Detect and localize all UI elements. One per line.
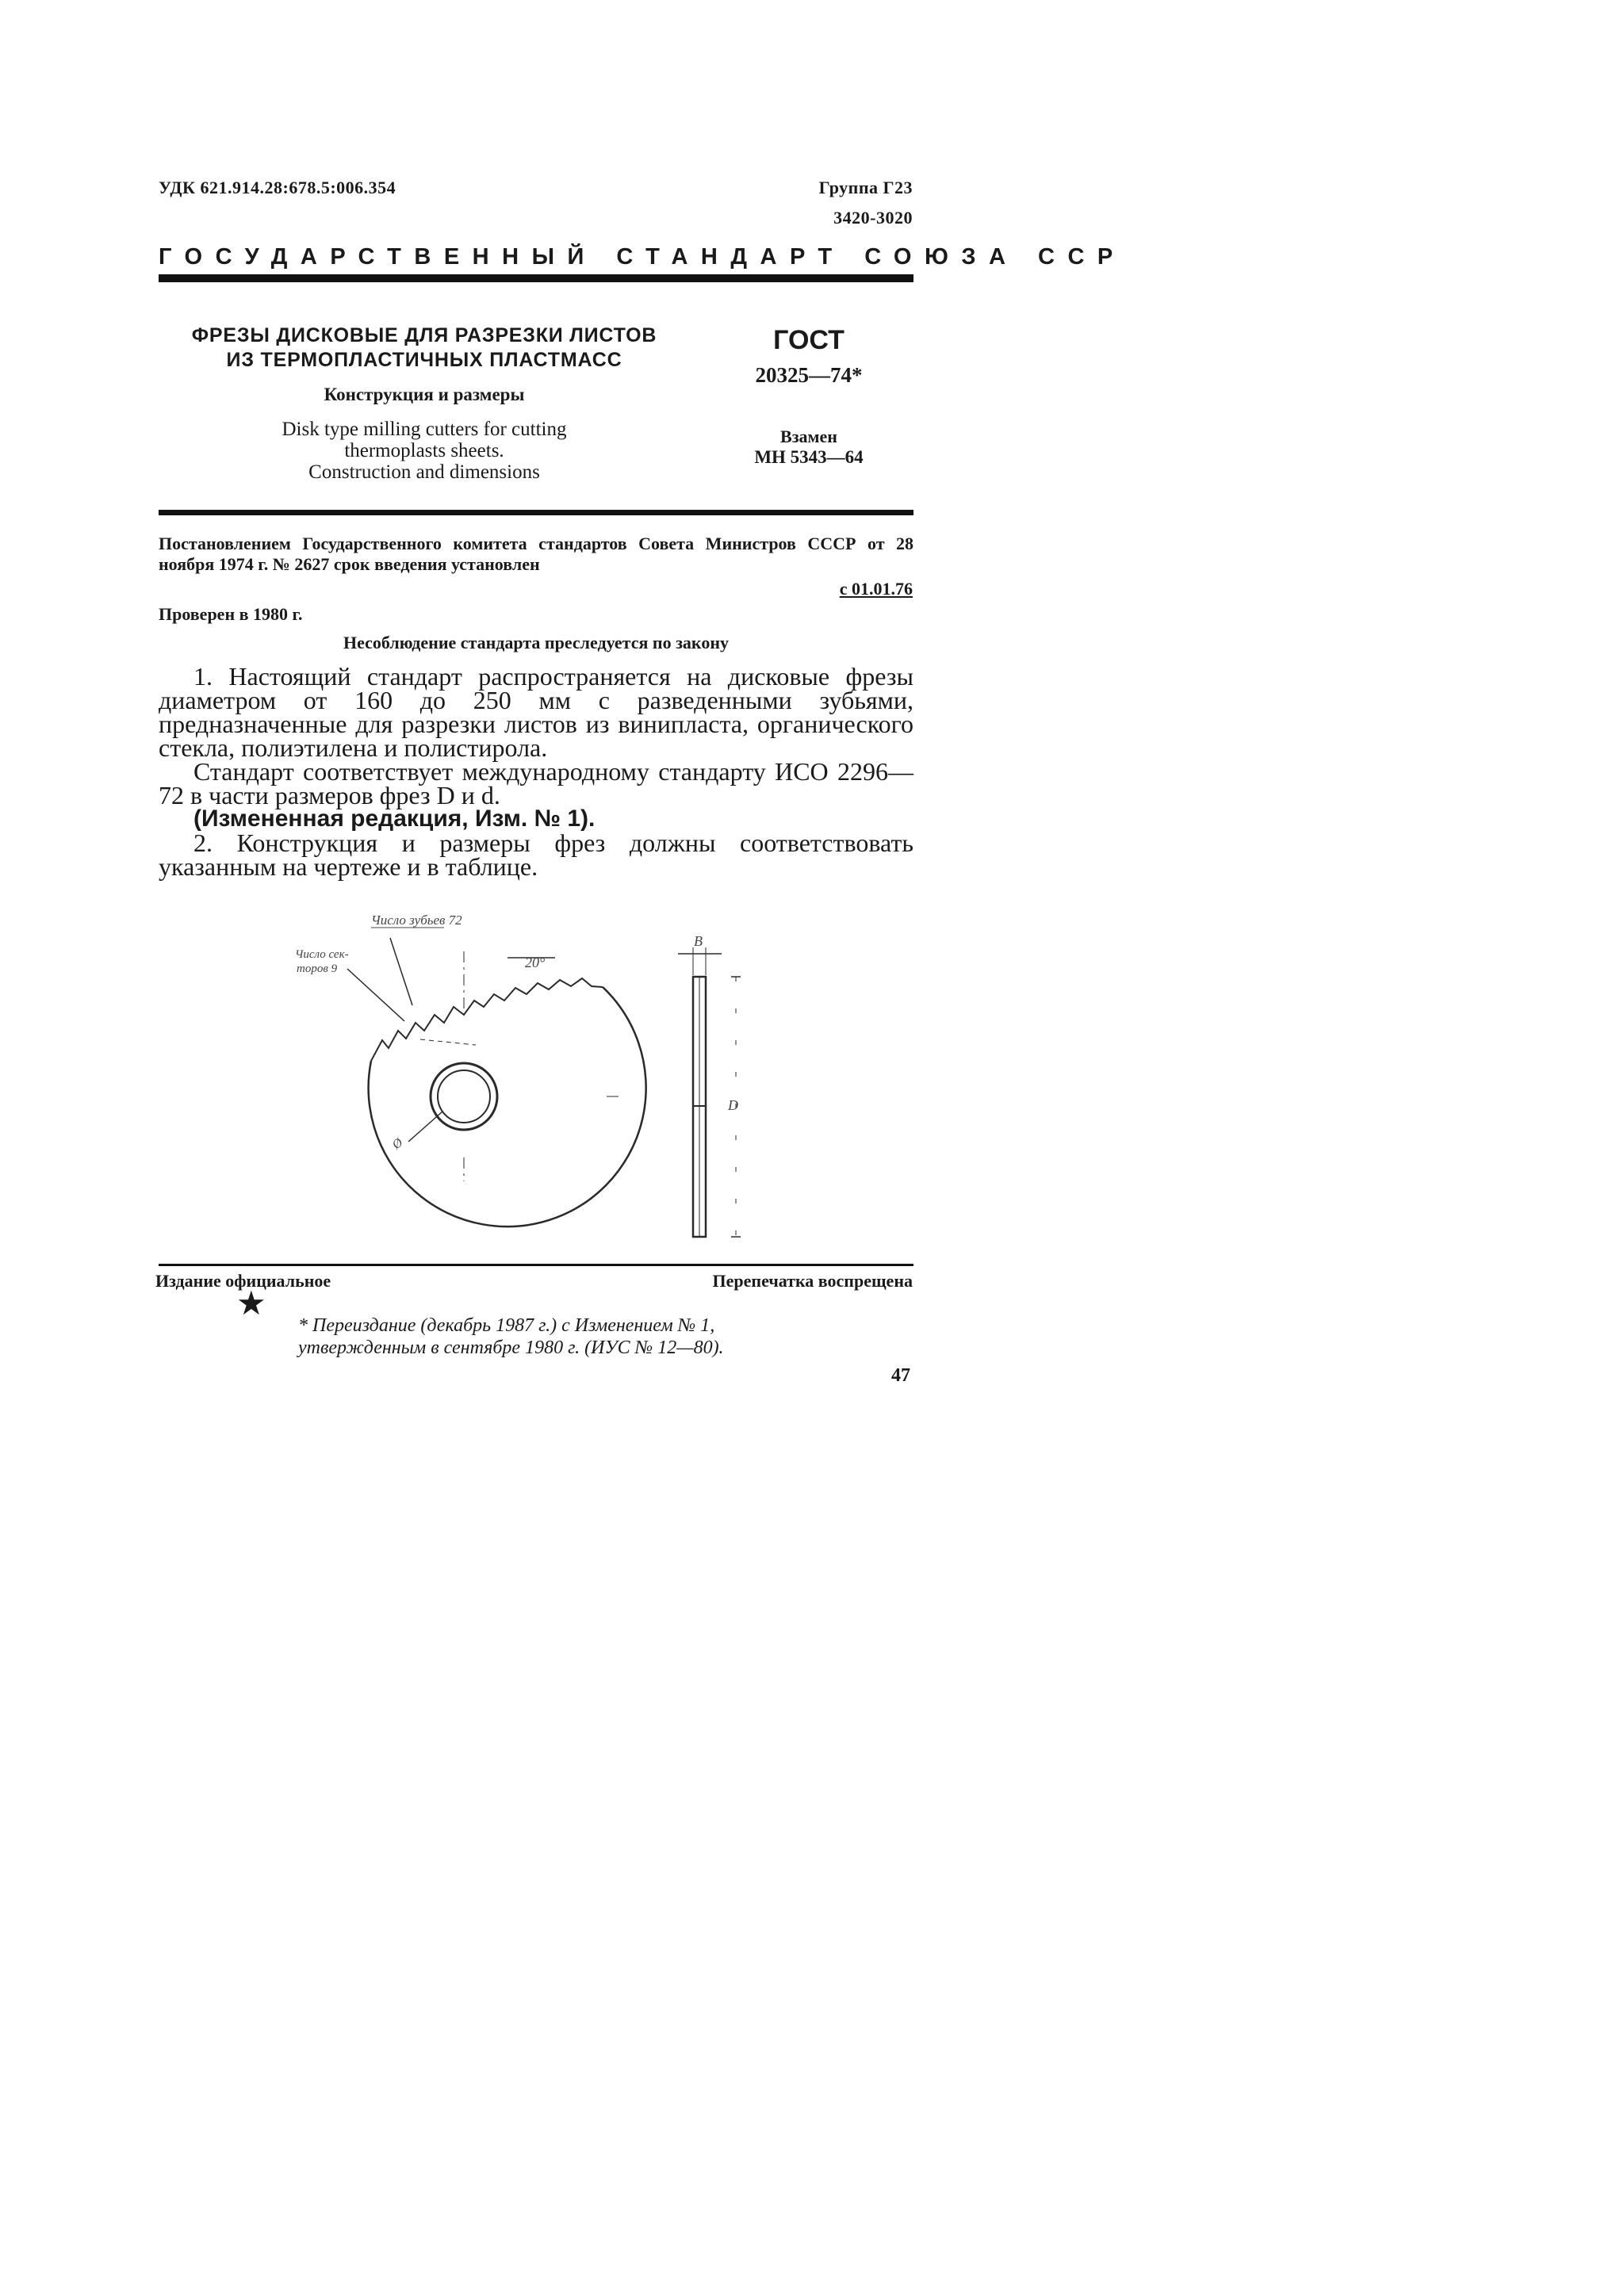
title-en-line-3: Construction and dimensions xyxy=(308,461,540,483)
leader-teeth xyxy=(390,938,412,1005)
official-edition: Издание официальное xyxy=(155,1271,331,1291)
title-en-line-2: thermoplasts sheets. xyxy=(344,440,504,461)
reprint-prohibited: Перепечатка воспрещена xyxy=(712,1271,913,1291)
effective-date: с 01.01.76 xyxy=(839,579,913,599)
cutter-bore-outer xyxy=(431,1063,497,1130)
group-code: Группа Г23 xyxy=(818,178,913,197)
cutter-side-view xyxy=(678,947,741,1237)
cutter-bore-inner xyxy=(438,1070,490,1123)
checked-year: Проверен в 1980 г. xyxy=(159,604,303,624)
title-ru-line-1: ФРЕЗЫ ДИСКОВЫЕ ДЛЯ РАЗРЕЗКИ ЛИСТОВ xyxy=(191,324,657,346)
amendment-note: (Измененная редакция, Изм. № 1). xyxy=(193,806,596,832)
title-ru-line-2: ИЗ ТЕРМОПЛАСТИЧНЫХ ПЛАСТМАСС xyxy=(226,349,622,371)
state-standard-heading: ГОСУДАРСТВЕННЫЙ СТАНДАРТ СОЮЗА ССР xyxy=(159,244,1126,270)
decree-text: Постановлением Государственного комитета стандартов Совета Министров СССР от 28 ноября 1974 г. № 2627 срок введения установлен xyxy=(159,534,914,574)
title-ru-subtitle: Конструкция и размеры xyxy=(324,385,525,404)
paragraph-3: 2. Конструкция и размеры фрез должны соответствовать указанным на чертеже и в таблице. xyxy=(159,828,914,881)
reprint-note-line-1: * Переиздание (декабрь 1987 г.) с Изменением № 1, xyxy=(298,1315,715,1336)
replaces-label: Взамен xyxy=(780,427,837,446)
sectors-count-label-1: Число сек- xyxy=(295,948,349,961)
replaces-value: МН 5343—64 xyxy=(754,447,864,467)
paragraph-1: 1. Настоящий стандарт распространяется на дисковые фрезы диаметром от 160 до 250 мм с разведенными зубьями, предназначенные для разрезки листов из винипласта, органического стекла, полиэтилена и полистирола. xyxy=(159,662,914,762)
width-b-label: B xyxy=(694,933,703,949)
page-number: 47 xyxy=(891,1365,910,1386)
paragraph-2-text: Стандарт соответствует международному стандарту ИСО 2296—72 в части размеров фрез D и d. xyxy=(159,757,914,809)
cutter-front-view xyxy=(347,938,646,1226)
sector-mark xyxy=(420,1039,476,1045)
leader-sectors xyxy=(347,969,404,1021)
teeth-count-label: Число зубьев 72 xyxy=(371,913,462,928)
sectors-count-label-2: торов 9 xyxy=(297,962,338,975)
cutter-outer-rim xyxy=(369,987,646,1226)
reprint-note xyxy=(298,1314,724,1359)
star-icon: ★ xyxy=(236,1286,266,1322)
reprint-note-line-2: утвержденным в сентябре 1980 г. (ИУС № 12—80). xyxy=(298,1337,724,1358)
udk-code: УДК 621.914.28:678.5:006.354 xyxy=(159,178,396,197)
gost-label: ГОСТ xyxy=(773,325,845,355)
angle-label: 20° xyxy=(525,955,546,970)
classification-code: 3420-3020 xyxy=(833,208,913,228)
title-en-line-1: Disk type milling cutters for cutting xyxy=(282,419,567,440)
cutter-teeth xyxy=(371,978,603,1061)
bore-diameter-label: Ø xyxy=(389,1135,406,1153)
diameter-d-label: D xyxy=(728,1097,738,1113)
footer-rule xyxy=(159,1264,914,1266)
gost-number: 20325—74* xyxy=(755,363,863,387)
legal-notice: Несоблюдение стандарта преследуется по закону xyxy=(343,633,729,652)
bore-leader xyxy=(408,1112,442,1142)
